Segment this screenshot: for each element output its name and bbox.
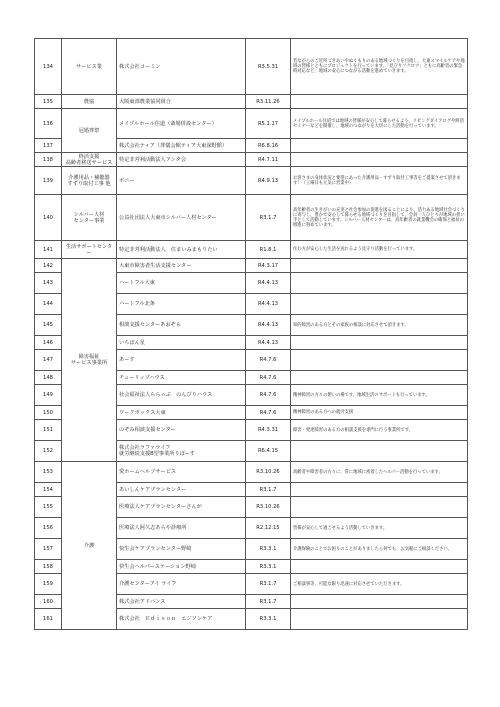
agreement-date: R4.4.13 [246,273,291,294]
activity-description [291,139,468,153]
agreement-date: R3.1.7 [246,574,291,595]
row-number: 158 [35,560,62,574]
row-number: 161 [35,609,62,630]
row-number: 144 [35,294,62,315]
organization-name: ハートフル大東 [117,273,246,294]
agreement-date: R3.10.26 [246,462,291,483]
activity-description [291,273,468,294]
activity-description [291,497,468,518]
category-cell: 介護 [62,462,117,630]
row-number: 154 [35,483,62,497]
activity-description: 高年齢者の生きがいの充実と社会参加の促進を図ることにより、活力ある地域社会づくりに寄与し、豊かで安心して暮らせる地域づくりを目指して、会員一人ひとりが地域の担い手として活動しています。シルバー人材センターは、高年齢者の就業機会の確保と福祉の増進に努めています。 [291,195,468,241]
activity-description: 障害・発達障害のある方の相談支援を専門に行う事業所です。 [291,420,468,441]
registry-table-body [35,39,468,630]
activity-description [291,153,468,167]
agreement-date: R3.10.26 [246,497,291,518]
activity-description [291,371,468,385]
organization-name: 株式会社ティア（葬儀会館ティア大東深野館） [117,139,246,153]
activity-description: 精神障害のある方への就労支援 [291,406,468,420]
activity-description: メイプルホール住道では地域の皆様が安心して暮らせるよう、リビングダイアログや終活セミナーなどを開催し、地域のつながりを大切にした活動を行っています。 [291,109,468,139]
row-number: 137 [35,139,62,153]
document-page [34,38,468,630]
organization-name: 社会福祉法人ららっぷ のんびりハウス [117,385,246,406]
agreement-date: R4.3.17 [246,259,291,273]
agreement-date: R4.4.13 [246,336,291,350]
organization-name: のぞみ相談支援センター [117,420,246,441]
organization-name: ワークボックス大東 [117,406,246,420]
organization-name: 株式会社アドバンス [117,595,246,609]
organization-name: 株式会社ラファライフ 就労継続支援B型事業所りぼーす [117,441,246,462]
agreement-date: R4.7.11 [246,153,291,167]
row-number: 157 [35,539,62,560]
agreement-date: R3.3.1 [246,609,291,630]
organization-name: 愛ホームヘルプサービス [117,462,246,483]
organization-name: 公益社団法人大東市シルバー人材センター [117,195,246,241]
organization-name: メイプルホール住道（斎場併設センター） [117,109,246,139]
row-number: 151 [35,420,62,441]
row-number: 139 [35,167,62,195]
table-row [35,95,468,109]
activity-description: 介護保険のことでお困りのことがありましたら何でも、お気軽にご相談ください。 [291,539,468,560]
activity-description: ご相談事等、可能な限り迅速に対応させていただきます。 [291,574,468,595]
category-cell: 農協 [62,95,117,109]
agreement-date: R4.3.31 [246,420,291,441]
agreement-date: R4.7.6 [246,350,291,371]
agreement-date: R3.1.7 [246,195,291,241]
category-cell: 障害福祉 サービス事業所 [62,259,117,462]
organization-name: 特定非営利活動法人 住まいみまもりたい [117,241,246,259]
table-row [35,241,468,259]
organization-name: ボニー [117,167,246,195]
agreement-date: R3.3.1 [246,560,291,574]
row-number: 149 [35,385,62,406]
category-cell: 生活サポートセンター [62,241,117,259]
row-number: 143 [35,273,62,294]
row-number: 148 [35,371,62,385]
table-row [35,195,468,241]
activity-description [291,336,468,350]
row-number: 155 [35,497,62,518]
agreement-date: R1.8.1 [246,241,291,259]
activity-description [291,609,468,630]
organization-name: 医療法人ケアプランセンターさんが [117,497,246,518]
agreement-date: R4.7.6 [246,406,291,420]
activity-description: 住む方が安心した生活を送れるよう見守り活動を行っています。 [291,241,468,259]
category-cell: 介護用品・補聴器 すずり取付工事 他 [62,167,117,195]
agreement-date: R4.4.13 [246,294,291,315]
agreement-date: R6.4.15 [246,441,291,462]
registry-table [34,38,468,630]
agreement-date: R5.1.17 [246,109,291,139]
organization-name: 相談支援センターあおぞら [117,315,246,336]
category-cell: 冠婚葬祭 [62,109,117,153]
table-row [35,109,468,139]
activity-description [291,560,468,574]
row-number: 159 [35,574,62,595]
activity-description: 知的障害のある方とその家族の相談に対応させて頂きます。 [291,315,468,336]
agreement-date: R3.5.31 [246,39,291,95]
organization-name: 快生会ケアプランセンター野崎 [117,539,246,560]
row-number: 134 [35,39,62,95]
row-number: 141 [35,241,62,259]
row-number: 142 [35,259,62,273]
row-number: 147 [35,350,62,371]
activity-description: お客さまの身体状況と要望にあった介護用品・すずり取付工事等をご提案させて頂きます！（工場日も元気に営業中） [291,167,468,195]
organization-name: 快生会ヘルパーステーション野崎 [117,560,246,574]
category-cell: シルバー人材 センター事業 [62,195,117,241]
agreement-date: R2.12.15 [246,518,291,539]
row-number: 140 [35,195,62,241]
agreement-date: R3.11.26 [246,95,291,109]
activity-description: 昔ながらのご近所づきあいやぬくもりのある地域づくりを目指し、大東スマイルケアや地域の皆様とともにプロジェクトを行っています。「見守りフクロウ」ともに高齢者の緊急時対応など、地域の安心につながる活動を進めていきます。 [291,39,468,95]
row-number: 150 [35,406,62,420]
activity-description: 精神障害の方々の憩いの場です。地域生活のサポートも行っています。 [291,385,468,406]
organization-name: ハートフル北条 [117,294,246,315]
organization-name: あーす [117,350,246,371]
activity-description [291,95,468,109]
organization-name: 特定非営利活動法人アシタ会 [117,153,246,167]
agreement-date: R4.7.6 [246,371,291,385]
category-cell: サービス業 [62,39,117,95]
table-row [35,167,468,195]
row-number: 153 [35,462,62,483]
table-row [35,259,468,273]
row-number: 138 [35,153,62,167]
activity-description [291,259,468,273]
row-number: 152 [35,441,62,462]
organization-name: チューリップハウス [117,371,246,385]
agreement-date: R4.7.6 [246,385,291,406]
activity-description [291,350,468,371]
table-row [35,39,468,95]
agreement-date: R4.9.13 [246,167,291,195]
activity-description [291,595,468,609]
row-number: 160 [35,595,62,609]
row-number: 136 [35,109,62,139]
agreement-date: R3.3.1 [246,539,291,560]
category-cell: 終活支援 高齢者移送サービス [62,153,117,167]
table-row [35,462,468,483]
activity-description [291,441,468,462]
organization-name: 大東市障害者生活支援センター [117,259,246,273]
row-number: 146 [35,336,62,350]
activity-description: 高齢者や障害者の方々に、常に地域に密着したヘルパー活動を行っています。 [291,462,468,483]
agreement-date: R3.1.7 [246,595,291,609]
organization-name: あいしんケアプランセンター [117,483,246,497]
table-row [35,153,468,167]
organization-name: 大阪東部農業協同組合 [117,95,246,109]
organization-name: いちばん星 [117,336,246,350]
row-number: 145 [35,315,62,336]
organization-name: 医療法人阿久志あらや診療所 [117,518,246,539]
organization-name: 株式会社 Ｅｄｉｓｏｎ エジソンケア [117,609,246,630]
row-number: 156 [35,518,62,539]
organization-name: 介護センターアイ ライフ [117,574,246,595]
organization-name: 株式会社コーミン [117,39,246,95]
activity-description [291,294,468,315]
activity-description: 皆様が安心して過ごせるよう活動していきます。 [291,518,468,539]
agreement-date: R6.8.16 [246,139,291,153]
agreement-date: R4.4.13 [246,315,291,336]
activity-description [291,483,468,497]
agreement-date: R3.1.7 [246,483,291,497]
row-number: 135 [35,95,62,109]
